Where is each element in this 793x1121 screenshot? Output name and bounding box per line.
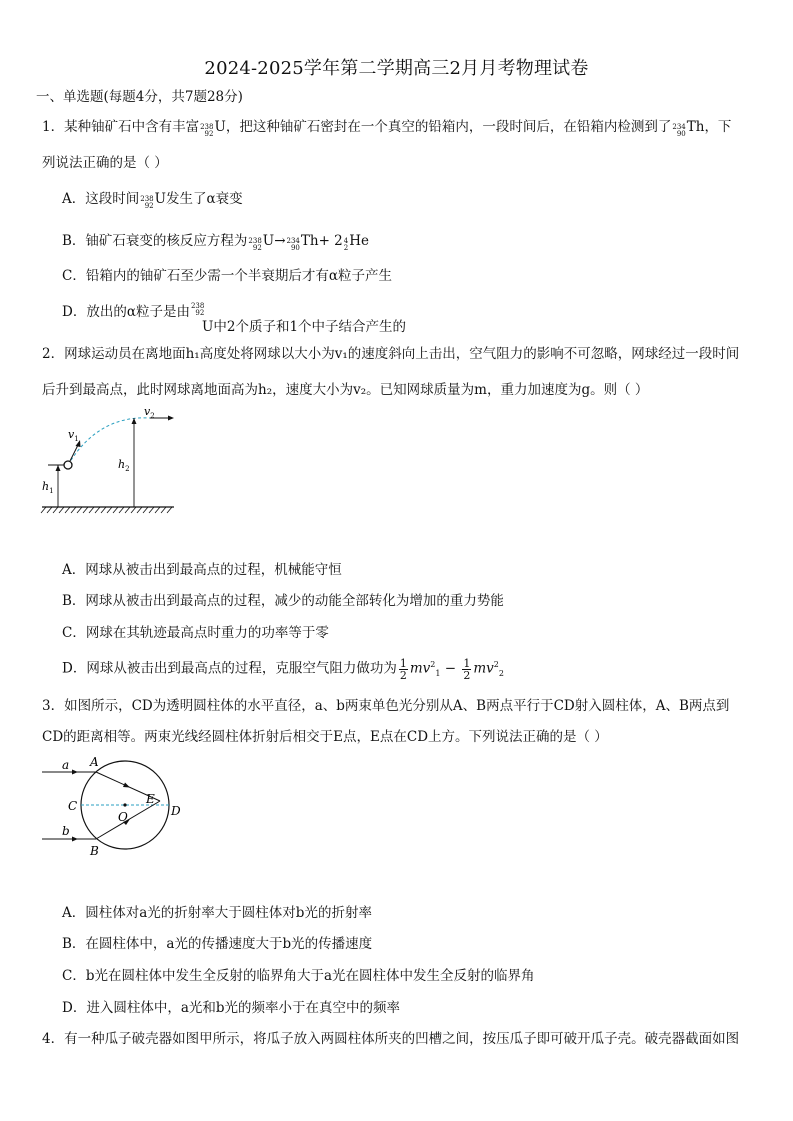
ground-hatching xyxy=(41,507,172,513)
u-symbol: U xyxy=(214,119,226,135)
u-isotope-notation: 238 92 xyxy=(200,123,214,138)
q2-stem-line1: 2．网球运动员在离地面h₁高度处将网球以大小为v₁的速度斜向上击出，空气阻力的影响不可忽略，网球经过一段时间 xyxy=(42,346,740,362)
squared-sup: 2 xyxy=(430,660,436,669)
q3-option-a: A．圆柱体对a光的折射率大于圆柱体对b光的折射率 xyxy=(62,905,372,921)
label-D: D xyxy=(171,804,181,818)
fraction-half: $\frac{1}{2}$ xyxy=(463,656,471,682)
q3-option-b: B．在圆柱体中，a光的传播速度大于b光的传播速度 xyxy=(62,936,373,952)
u-isotope-notation: 238 92 xyxy=(248,237,262,252)
q1-stem-b: ，把这种铀矿石密封在一个真空的铅箱内，一段时间后，在铅箱内检测到了 xyxy=(225,119,672,135)
trajectory-path xyxy=(68,418,150,465)
v2-label: $v_2$ xyxy=(144,405,155,420)
label-C: C xyxy=(68,799,78,813)
th-symbol: Th xyxy=(686,119,705,135)
th-isotope-notation: 234 90 xyxy=(286,237,300,252)
q3-option-d: D．进入圆柱体中，a光和b光的频率小于在真空中的频率 xyxy=(62,1000,401,1016)
q1-option-b: B．铀矿石衰变的核反应方程为 238 92 U→ 234 90 Th+ 2 4 2 He xyxy=(62,233,370,252)
th-isotope-notation: 234 90 xyxy=(672,123,686,138)
label-A: A xyxy=(90,755,99,769)
section-heading: 一、单选题(每题4分，共7题28分) xyxy=(36,89,243,105)
he-isotope-notation: 4 2 xyxy=(343,237,349,252)
center-o xyxy=(123,803,126,806)
q2-option-b: B．网球从被击出到最高点的过程，减少的动能全部转化为增加的重力势能 xyxy=(62,593,504,609)
q1-option-d-line1: D．放出的α粒子是由 238 92 xyxy=(62,302,205,320)
label-a: a xyxy=(62,758,70,772)
q1-option-a: A．这段时间 238 92 U发生了α衰变 xyxy=(62,191,243,210)
u-isotope-notation: 238 92 xyxy=(140,195,154,210)
q3-stem-line2: CD的距离相等。两束光线经圆柱体折射后相交于E点，E点在CD上方。下列说法正确的是（ ） xyxy=(42,729,608,745)
q2-option-c: C．网球在其轨迹最高点时重力的功率等于零 xyxy=(62,625,329,641)
h1-label: $h_1$ xyxy=(42,480,54,495)
exam-title: 2024-2025学年第二学期高三2月月考物理试卷 xyxy=(204,58,589,79)
label-E: E xyxy=(146,792,155,806)
q1-stem-a: 1．某种铀矿石中含有丰富 xyxy=(42,119,200,135)
label-O: O xyxy=(118,810,128,824)
q4-stem-line1: 4．有一种瓜子破壳器如图甲所示，将瓜子放入两圆柱体所夹的凹槽之间，按压瓜子即可破开瓜子壳。破壳器截面如图 xyxy=(42,1031,740,1047)
label-B: B xyxy=(90,844,99,858)
fraction-half: $\frac{1}{2}$ xyxy=(399,656,407,682)
q1-stem-line2: 列说法正确的是（ ） xyxy=(42,155,168,171)
q3-stem-line1: 3．如图所示，CD为透明圆柱体的水平直径，a、b两束单色光分别从A、B两点平行于CD射入圆柱体，A、B两点到 xyxy=(42,698,730,714)
q1-option-d-line2: U中2个质子和1个中子结合产生的 xyxy=(202,319,407,335)
q2-stem-line2: 后升到最高点，此时网球离地面高为h₂，速度大小为v₂。已知网球质量为m，重力加速度为g。则（ ） xyxy=(42,382,649,398)
q1-stem-c: ，下 xyxy=(704,119,732,135)
tennis-trajectory-figure xyxy=(38,405,178,523)
u-isotope-notation: 238 92 xyxy=(190,302,205,317)
reaction-arrow: → xyxy=(274,233,286,249)
q3-option-c: C．b光在圆柱体中发生全反射的临界角大于a光在圆柱体中发生全反射的临界角 xyxy=(62,968,535,984)
label-b: b xyxy=(62,824,70,838)
q1-option-c: C．铅箱内的铀矿石至少需一个半衰期后才有α粒子产生 xyxy=(62,268,392,284)
cylinder-refraction-figure xyxy=(38,753,193,861)
tennis-ball xyxy=(64,461,72,469)
q1-stem-line1 xyxy=(42,118,731,138)
q2-option-a: A．网球从被击出到最高点的过程，机械能守恒 xyxy=(62,562,342,578)
v1-label: $v_1$ xyxy=(68,428,79,443)
q2-option-d: D．网球从被击出到最高点的过程，克服空气阻力做功为 $\frac{1}{2}$ $mv^2_1$ − $\frac{1}{2}$ $mv^2_2$ xyxy=(62,656,504,682)
h2-label: $h_2$ xyxy=(118,458,130,473)
